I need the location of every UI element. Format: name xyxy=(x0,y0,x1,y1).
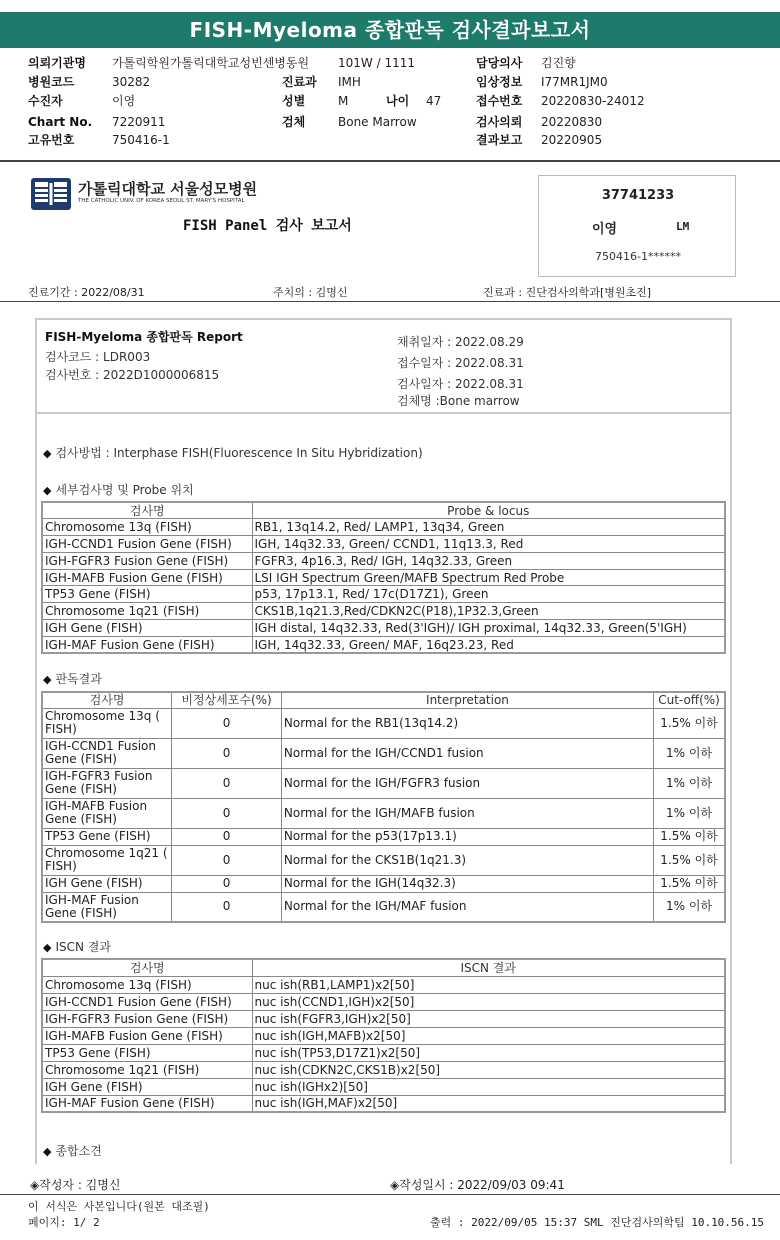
table-row xyxy=(42,845,725,875)
interpretation-cell: Normal for the IGH/CCND1 fusion xyxy=(281,738,653,768)
column-header: 비정상세포수(%) xyxy=(172,692,282,708)
info-value: 20220830 xyxy=(541,115,603,129)
info-label: 담당의사 xyxy=(476,56,523,70)
report-code: 검사코드 : LDR003 xyxy=(45,350,151,364)
table-row xyxy=(42,798,725,828)
method-text: 검사방법 : Interphase FISH(Fluorescence In Situ Hybridization) xyxy=(55,446,423,460)
table-row xyxy=(42,1044,725,1061)
interpretation-cell: Normal for the IGH/MAFB fusion xyxy=(281,798,653,828)
abnormal-count-cell: 0 xyxy=(172,768,282,798)
table-row xyxy=(42,976,725,993)
interpretation-cell: Normal for the IGH/FGFR3 fusion xyxy=(281,768,653,798)
info-row xyxy=(0,54,780,73)
patient-id: 37741233 xyxy=(601,188,675,203)
test-name-cell: IGH Gene (FISH) xyxy=(42,620,252,637)
info-row xyxy=(0,113,780,132)
request-info xyxy=(0,54,780,150)
copy-note: 이 서식은 사본입니다(원본 대조필) xyxy=(28,1200,210,1213)
info-value: Bone Marrow xyxy=(338,115,417,129)
diamond-icon: ◆ xyxy=(43,1145,52,1158)
patient-reg-number: 750416-1****** xyxy=(595,250,681,263)
info-value: M xyxy=(338,94,349,108)
table-row xyxy=(42,768,725,798)
info-label: 검체 xyxy=(282,115,306,129)
iscn-cell: nuc ish(TP53,D17Z1)x2[50] xyxy=(252,1044,725,1061)
page-number: 페이지: 1/ 2 xyxy=(28,1216,100,1229)
test-name-cell: IGH-MAF Fusion Gene (FISH) xyxy=(42,892,172,922)
test-name-cell: IGH Gene (FISH) xyxy=(42,875,172,892)
table-row xyxy=(42,1095,725,1112)
iscn-table xyxy=(41,958,726,1113)
cutoff-cell: 1% 이하 xyxy=(654,768,725,798)
info-row xyxy=(0,73,780,92)
abnormal-count-cell: 0 xyxy=(172,708,282,738)
patient-name: 이영 xyxy=(592,222,618,237)
probe-cell: FGFR3, 4p16.3, Red/ IGH, 14q32.33, Green xyxy=(252,552,725,569)
interpretation-cell: Normal for the p53(17p13.1) xyxy=(281,828,653,845)
cutoff-cell: 1% 이하 xyxy=(654,738,725,768)
abnormal-count-cell: 0 xyxy=(172,892,282,922)
info-label: 접수번호 xyxy=(476,94,523,108)
interpretation-cell: Normal for the RB1(13q14.2) xyxy=(281,708,653,738)
test-name-cell: IGH-MAFB Fusion Gene (FISH) xyxy=(42,569,252,586)
interpretation-cell: Normal for the IGH(14q32.3) xyxy=(281,875,653,892)
result-table xyxy=(41,691,726,923)
test-name-cell: IGH-FGFR3 Fusion Gene (FISH) xyxy=(42,1010,252,1027)
cutoff-cell: 1.5% 이하 xyxy=(654,845,725,875)
visit-dept: 진료과 : 진단검사의학과[병원초진] xyxy=(483,286,652,299)
abnormal-count-cell: 0 xyxy=(172,738,282,768)
table-row xyxy=(42,536,725,553)
test-name-cell: IGH-FGFR3 Fusion Gene (FISH) xyxy=(42,768,172,798)
written-datetime: ◈작성일시 : 2022/09/03 09:41 xyxy=(390,1178,565,1192)
test-name-cell: IGH-MAFB Fusion Gene (FISH) xyxy=(42,798,172,828)
test-name-cell: IGH-MAF Fusion Gene (FISH) xyxy=(42,636,252,653)
table-row xyxy=(42,708,725,738)
info-value: 101W / 1111 xyxy=(338,56,415,70)
info-row xyxy=(0,92,780,111)
table-row xyxy=(42,636,725,653)
iscn-cell: nuc ish(IGH,MAFB)x2[50] xyxy=(252,1027,725,1044)
table-row xyxy=(42,892,725,922)
summary-section-title xyxy=(43,1142,102,1159)
test-name-cell: IGH-CCND1 Fusion Gene (FISH) xyxy=(42,536,252,553)
table-row xyxy=(42,828,725,845)
test-name-cell: Chromosome 1q21 (FISH) xyxy=(42,1061,252,1078)
info-label: 성별 xyxy=(282,94,306,108)
table-row xyxy=(42,738,725,768)
test-name-cell: TP53 Gene (FISH) xyxy=(42,1044,252,1061)
iscn-cell: nuc ish(IGH,MAF)x2[50] xyxy=(252,1095,725,1112)
iscn-cell: nuc ish(FGFR3,IGH)x2[50] xyxy=(252,1010,725,1027)
table-header-row xyxy=(42,502,725,519)
table-row xyxy=(42,1010,725,1027)
visit-period: 진료기간 : 2022/08/31 xyxy=(28,286,145,299)
iscn-cell: nuc ish(IGHx2)[50] xyxy=(252,1078,725,1095)
info-value: 김진향 xyxy=(541,56,576,70)
method-section xyxy=(43,444,423,461)
info-value: 이영 xyxy=(112,94,136,108)
report-header xyxy=(37,320,730,414)
probe-cell: CKS1B,1q21.3,Red/CDKN2C(P18),1P32.3,Green xyxy=(252,603,725,620)
probe-cell: RB1, 13q14.2, Red/ LAMP1, 13q34, Green xyxy=(252,519,725,536)
divider xyxy=(0,1194,780,1195)
table-row xyxy=(42,620,725,637)
info-label: 진료과 xyxy=(282,75,317,89)
info-row xyxy=(0,131,780,150)
visit-doctor: 주치의 : 김명신 xyxy=(273,286,348,299)
info-label: 임상정보 xyxy=(476,75,523,89)
iscn-cell: nuc ish(CDKN2C,CKS1B)x2[50] xyxy=(252,1061,725,1078)
test-name-cell: Chromosome 13q ( FISH) xyxy=(42,708,172,738)
report-box xyxy=(35,318,732,1164)
table-row xyxy=(42,875,725,892)
column-header: Cut-off(%) xyxy=(654,692,725,708)
patient-sex: LM xyxy=(676,220,690,233)
report-title: FISH-Myeloma 종합판독 검사결과보고서 xyxy=(0,12,780,48)
info-value: 7220911 xyxy=(112,115,166,129)
cutoff-cell: 1.5% 이하 xyxy=(654,708,725,738)
test-name-cell: IGH Gene (FISH) xyxy=(42,1078,252,1095)
info-value: 20220830-24012 xyxy=(541,94,645,108)
probe-cell: IGH, 14q32.33, Green/ MAF, 16q23.23, Red xyxy=(252,636,725,653)
test-name-cell: Chromosome 13q (FISH) xyxy=(42,976,252,993)
column-header: Probe & locus xyxy=(252,502,725,519)
table-row xyxy=(42,603,725,620)
report-title-line: FISH-Myeloma 종합판독 Report xyxy=(45,330,243,344)
hospital-logo xyxy=(30,177,270,211)
info-value: 가톨릭학원가톨릭대학교성빈센병동원 xyxy=(112,56,310,70)
info-label: 나이 xyxy=(386,94,410,108)
cutoff-cell: 1% 이하 xyxy=(654,798,725,828)
info-value: I77MR1JM0 xyxy=(541,75,608,89)
info-label: 결과보고 xyxy=(476,133,523,147)
panel-title: FISH Panel 검사 보고서 xyxy=(183,218,352,234)
test-name-cell: Chromosome 1q21 (FISH) xyxy=(42,603,252,620)
table-header-row xyxy=(42,692,725,708)
table-row xyxy=(42,552,725,569)
specimen-name: 검체명 :Bone marrow xyxy=(397,394,520,408)
info-label: 의뢰기관명 xyxy=(28,56,86,70)
report-number: 검사번호 : 2022D1000006815 xyxy=(45,368,220,382)
test-date: 검사일자 : 2022.08.31 xyxy=(397,377,524,391)
column-header: 검사명 xyxy=(42,959,252,976)
iscn-cell: nuc ish(CCND1,IGH)x2[50] xyxy=(252,993,725,1010)
abnormal-count-cell: 0 xyxy=(172,875,282,892)
probe-cell: IGH distal, 14q32.33, Red(3'IGH)/ IGH proximal, 14q32.33, Green(5'IGH) xyxy=(252,620,725,637)
summary-title-text: 종합소견 xyxy=(55,1144,102,1158)
iscn-title-text: ISCN 결과 xyxy=(55,940,111,954)
receive-date: 접수일자 : 2022.08.31 xyxy=(397,356,524,370)
probe-cell: IGH, 14q32.33, Green/ CCND1, 11q13.3, Red xyxy=(252,536,725,553)
test-name-cell: IGH-MAFB Fusion Gene (FISH) xyxy=(42,1027,252,1044)
result-title-text: 판독결과 xyxy=(55,672,102,686)
diamond-icon: ◆ xyxy=(43,484,52,497)
abnormal-count-cell: 0 xyxy=(172,828,282,845)
print-info: 출력 : 2022/09/05 15:37 SML 진단검사의학팀 10.10.56.15 xyxy=(430,1216,765,1229)
probe-cell: LSI IGH Spectrum Green/MAFB Spectrum Red Probe xyxy=(252,569,725,586)
diamond-icon: ◆ xyxy=(43,447,52,460)
probe-cell: p53, 17p13.1, Red/ 17c(D17Z1), Green xyxy=(252,586,725,603)
table-row xyxy=(42,569,725,586)
interpretation-cell: Normal for the IGH/MAF fusion xyxy=(281,892,653,922)
patient-box xyxy=(538,175,736,277)
table-row xyxy=(42,1078,725,1095)
iscn-cell: nuc ish(RB1,LAMP1)x2[50] xyxy=(252,976,725,993)
probe-table xyxy=(41,501,726,654)
table-row xyxy=(42,993,725,1010)
info-label: 검사의뢰 xyxy=(476,115,523,129)
probe-section-title xyxy=(43,481,194,498)
visit-line xyxy=(0,284,780,302)
abnormal-count-cell: 0 xyxy=(172,845,282,875)
hospital-logo-icon xyxy=(30,177,72,211)
test-name-cell: Chromosome 1q21 ( FISH) xyxy=(42,845,172,875)
info-label: 수진자 xyxy=(28,94,63,108)
diamond-icon: ◆ xyxy=(43,941,52,954)
table-row xyxy=(42,1061,725,1078)
table-row xyxy=(42,519,725,536)
table-header-row xyxy=(42,959,725,976)
test-name-cell: TP53 Gene (FISH) xyxy=(42,828,172,845)
divider xyxy=(0,160,780,162)
column-header: ISCN 결과 xyxy=(252,959,725,976)
cutoff-cell: 1.5% 이하 xyxy=(654,828,725,845)
diamond-icon: ◆ xyxy=(43,673,52,686)
test-name-cell: IGH-FGFR3 Fusion Gene (FISH) xyxy=(42,552,252,569)
test-name-cell: IGH-MAF Fusion Gene (FISH) xyxy=(42,1095,252,1112)
iscn-section-title xyxy=(43,938,111,955)
test-name-cell: Chromosome 13q (FISH) xyxy=(42,519,252,536)
hospital-name: 가톨릭대학교 서울성모병원 xyxy=(78,180,258,198)
interpretation-cell: Normal for the CKS1B(1q21.3) xyxy=(281,845,653,875)
result-section-title xyxy=(43,670,102,687)
table-row xyxy=(42,1027,725,1044)
probe-title-text: 세부검사명 및 Probe 위치 xyxy=(55,483,194,497)
info-value: 20220905 xyxy=(541,133,603,147)
test-name-cell: IGH-CCND1 Fusion Gene (FISH) xyxy=(42,738,172,768)
hospital-name-en: THE CATHOLIC UNIV. OF KOREA SEOUL ST. MARY'S HOSPITAL xyxy=(78,198,245,204)
collect-date: 채취일자 : 2022.08.29 xyxy=(397,335,524,349)
info-label: 고유번호 xyxy=(28,133,75,147)
info-label: Chart No. xyxy=(28,115,93,129)
cutoff-cell: 1% 이하 xyxy=(654,892,725,922)
test-name-cell: IGH-CCND1 Fusion Gene (FISH) xyxy=(42,993,252,1010)
author: ◈작성자 : 김명신 xyxy=(30,1178,121,1192)
table-row xyxy=(42,586,725,603)
abnormal-count-cell: 0 xyxy=(172,798,282,828)
column-header: Interpretation xyxy=(281,692,653,708)
info-value: 47 xyxy=(426,94,442,108)
info-value: 750416-1 xyxy=(112,133,170,147)
column-header: 검사명 xyxy=(42,692,172,708)
cutoff-cell: 1.5% 이하 xyxy=(654,875,725,892)
info-label: 병원코드 xyxy=(28,75,75,89)
column-header: 검사명 xyxy=(42,502,252,519)
test-name-cell: TP53 Gene (FISH) xyxy=(42,586,252,603)
info-value: IMH xyxy=(338,75,361,89)
info-value: 30282 xyxy=(112,75,151,89)
